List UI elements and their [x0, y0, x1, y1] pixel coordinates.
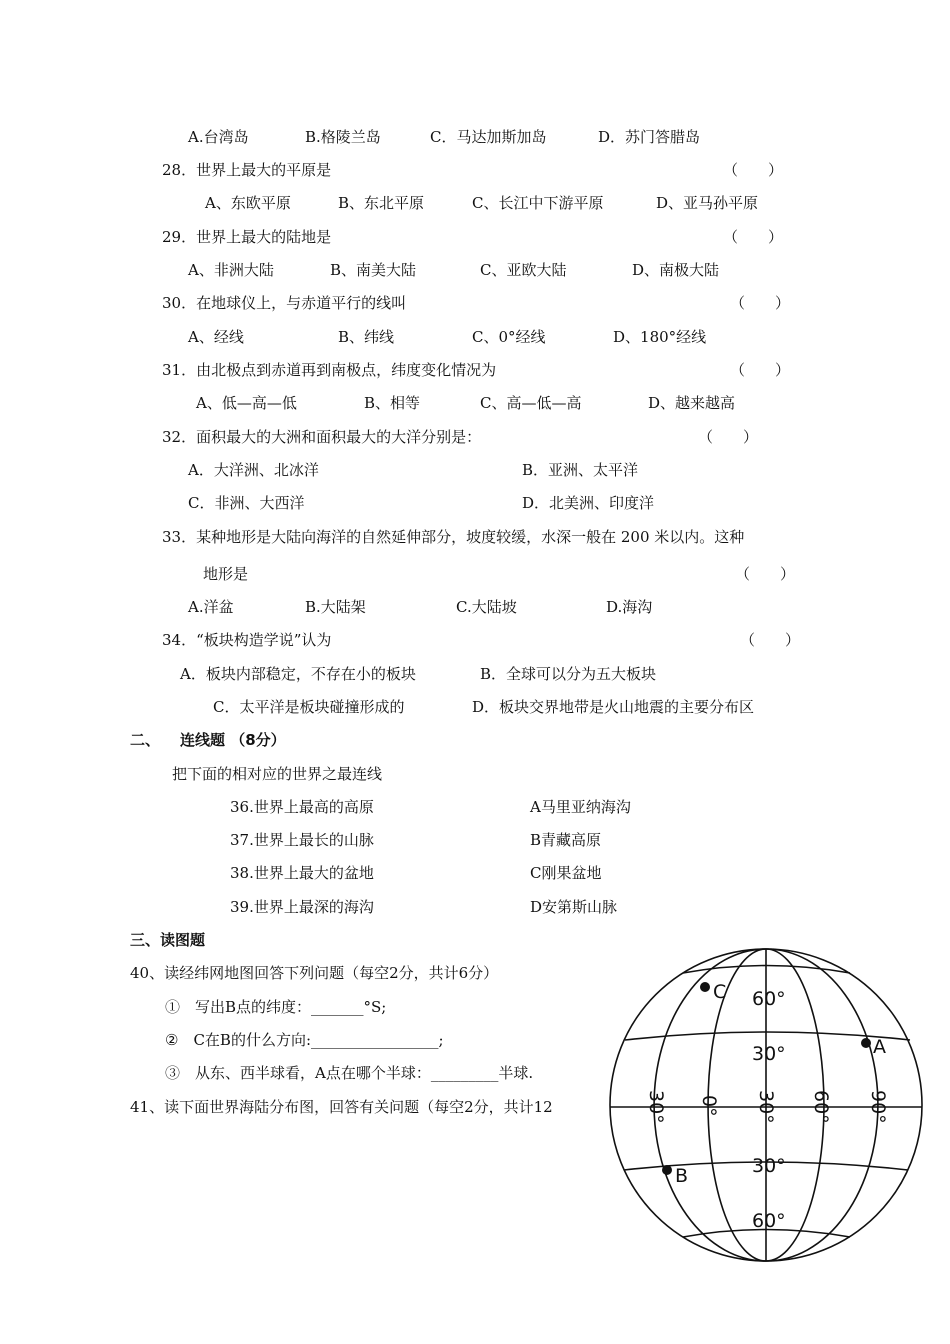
lon-0-label: 0°	[698, 1095, 720, 1117]
lat-30n-label: 30°	[752, 1043, 786, 1065]
q33-stem-line1: 33．某种地形是大陆向海洋的自然延伸部分，坡度较缓，水深一般在 200 米以内。这种	[162, 528, 745, 546]
q27-option-a: A.台湾岛	[188, 128, 249, 146]
q28-option-d: D、亚马孙平原	[656, 194, 759, 212]
q30-option-d: D、180°经线	[613, 328, 707, 346]
q33-option-c: C.大陆坡	[456, 598, 517, 616]
q33-option-a: A.洋盆	[188, 598, 234, 616]
q30-stem: 30．在地球仪上，与赤道平行的线叫	[162, 294, 407, 312]
q28-option-a: A、东欧平原	[205, 194, 291, 212]
q32-option-d: D．北美洲、印度洋	[522, 494, 655, 512]
q32-stem: 32．面积最大的大洲和面积最大的大洋分别是：	[162, 428, 482, 446]
q29-option-b: B、南美大陆	[330, 261, 417, 279]
point-b-label: B	[675, 1165, 689, 1187]
q32-option-a: A．大洋洲、北冰洋	[188, 461, 319, 479]
lat-60s-label: 60°	[752, 1210, 786, 1232]
q33-stem-line2: 地形是	[203, 565, 249, 583]
point-a-label: A	[873, 1036, 886, 1058]
q32-option-c: C．非洲、大西洋	[188, 494, 305, 512]
q29-option-c: C、亚欧大陆	[480, 261, 567, 279]
q31-option-b: B、相等	[364, 394, 421, 412]
q29-option-d: D、南极大陆	[632, 261, 720, 279]
q34-option-c: C．太平洋是板块碰撞形成的	[213, 698, 405, 716]
match-left-item: 36.世界上最高的高原	[230, 798, 374, 816]
lon-30w-label: 30°	[645, 1090, 667, 1124]
match-left-item: 38.世界上最大的盆地	[230, 864, 374, 882]
match-right-item: C刚果盆地	[530, 864, 602, 882]
q34-answer-blank: （ ）	[740, 631, 801, 649]
q32-answer-blank: （ ）	[698, 428, 759, 446]
q32-option-b: B．亚洲、太平洋	[522, 461, 639, 479]
q41-stem: 41、读下面世界海陆分布图，回答有关问题（每空2分，共计12	[130, 1098, 553, 1116]
match-left-item: 37.世界上最长的山脉	[230, 831, 374, 849]
q34-option-d: D．板块交界地带是火山地震的主要分布区	[472, 698, 755, 716]
section2-intro: 把下面的相对应的世界之最连线	[172, 765, 383, 783]
q29-answer-blank: （ ）	[723, 228, 784, 246]
match-right-item: A马里亚纳海沟	[530, 798, 631, 816]
q40-subquestion-2: ② C在B的什么方向:_________________;	[165, 1031, 444, 1049]
q30-option-c: C、0°经线	[472, 328, 546, 346]
match-right-item: B青藏高原	[530, 831, 602, 849]
section2-title: 连线题 （8分）	[180, 731, 286, 749]
lat-60n-label: 60°	[752, 988, 786, 1010]
q28-option-b: B、东北平原	[338, 194, 425, 212]
point-c-label: C	[713, 981, 727, 1003]
match-right-item: D安第斯山脉	[530, 898, 618, 916]
q34-option-b: B．全球可以分为五大板块	[480, 665, 657, 683]
match-left-item: 39.世界上最深的海沟	[230, 898, 374, 916]
point-b-marker	[662, 1165, 672, 1175]
q31-option-a: A、低—高—低	[196, 394, 297, 412]
q34-option-a: A．板块内部稳定，不存在小的板块	[180, 665, 416, 683]
q29-option-a: A、非洲大陆	[188, 261, 274, 279]
lon-60e-label: 60°	[810, 1090, 832, 1124]
q28-stem: 28．世界上最大的平原是	[162, 161, 332, 179]
q33-option-d: D.海沟	[606, 598, 653, 616]
q27-option-d: D．苏门答腊岛	[598, 128, 701, 146]
lat-30s-label: 30°	[752, 1155, 786, 1177]
q33-option-b: B.大陆架	[305, 598, 366, 616]
point-c-marker	[700, 982, 710, 992]
q31-stem: 31．由北极点到赤道再到南极点，纬度变化情况为	[162, 361, 497, 379]
section2-number: 二、	[130, 731, 161, 749]
q27-option-c: C．马达加斯加岛	[430, 128, 547, 146]
q30-option-a: A、经线	[188, 328, 244, 346]
q40-subquestion-3: ③ 从东、西半球看，A点在哪个半球：_________半球.	[165, 1064, 534, 1082]
q27-option-b: B.格陵兰岛	[305, 128, 381, 146]
q30-option-b: B、纬线	[338, 328, 395, 346]
q40-stem: 40、读经纬网地图回答下列问题（每空2分，共计6分）	[130, 964, 499, 982]
point-a-marker	[861, 1038, 871, 1048]
q31-answer-blank: （ ）	[730, 361, 791, 379]
section3-title: 三、读图题	[130, 931, 206, 949]
q28-answer-blank: （ ）	[723, 161, 784, 179]
q31-option-c: C、高—低—高	[480, 394, 582, 412]
q29-stem: 29．世界上最大的陆地是	[162, 228, 332, 246]
q28-option-c: C、长江中下游平原	[472, 194, 604, 212]
lon-90e-label: 90°	[867, 1090, 889, 1124]
q31-option-d: D、越来越高	[648, 394, 736, 412]
lon-30e-label: 30°	[755, 1090, 777, 1124]
q30-answer-blank: （ ）	[730, 294, 791, 312]
q34-stem: 34．“板块构造学说”认为	[162, 631, 332, 649]
q40-subquestion-1: ① 写出B点的纬度：_______°S;	[165, 998, 387, 1016]
q33-answer-blank: （ ）	[735, 565, 796, 583]
